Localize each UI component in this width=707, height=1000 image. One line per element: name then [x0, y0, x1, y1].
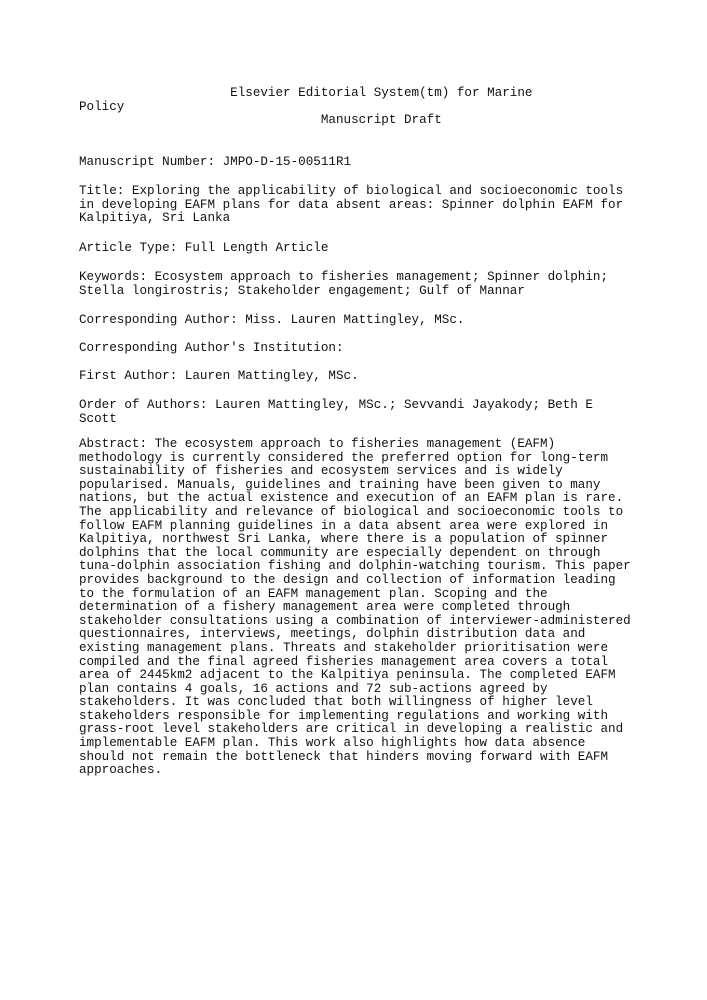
header-journal-line: Policy	[79, 99, 125, 114]
manuscript-number: Manuscript Number: JMPO-D-15-00511R1	[79, 155, 352, 169]
header-system-line: Elsevier Editorial System(tm) for Marine	[79, 86, 533, 100]
manuscript-title: Title: Exploring the applicability of biological and socioeconomic tools in developing EAFM plans for data absent areas: Spinner dolphin EAFM for Kalpitiya, Sri Lanka	[79, 184, 624, 226]
header-draft-line: Manuscript Draft	[79, 113, 442, 128]
manuscript-header	[79, 87, 532, 128]
abstract: Abstract: The ecosystem approach to fisheries management (EAFM) methodology is currently considered the preferred option for long-term sustainability of fisheries and ecosystem services and is widely popularised. Manuals, guidelines and training have been given to many nations, but the actual existence and execution of an EAFM plan is rare. The applicability and relevance of biological and socioeconomic tools to follow EAFM planning guidelines in a data absent area were explored in Kalpitiya, northwest Sri Lanka, where there is a population of spinner dolphins that the local community are especially dependent on through tuna-dolphin association fishing and dolphin-watching tourism. This paper provides background to the design and collection of information leading to the formulation of an EAFM management plan. Scoping and the determination of a fishery management area were completed through stakeholder consultations using a combination of interviewer-administered questionnaires, interviews, meetings, dolphin distribution data and existing management plans. Threats and stakeholder prioritisation were compiled and the final agreed fisheries management area covers a total area of 2445km2 adjacent to the Kalpitiya peninsula. The completed EAFM plan contains 4 goals, 16 actions and 72 sub-actions agreed by stakeholders. It was concluded that both willingness of higher level stakeholders responsible for implementing regulations and working with grass-root level stakeholders are critical in developing a realistic and implementable EAFM plan. This work also highlights how data absence should not remain the bottleneck that hinders moving forward with EAFM approaches.	[79, 437, 631, 778]
keywords: Keywords: Ecosystem approach to fisheries management; Spinner dolphin; Stella longirostris; Stakeholder engagement; Gulf of Mannar	[79, 270, 609, 298]
article-type: Article Type: Full Length Article	[79, 241, 329, 255]
order-of-authors: Order of Authors: Lauren Mattingley, MSc.; Sevvandi Jayakody; Beth E Scott	[79, 398, 593, 426]
corresponding-author: Corresponding Author: Miss. Lauren Mattingley, MSc.	[79, 313, 465, 327]
corresponding-institution: Corresponding Author's Institution:	[79, 341, 344, 355]
first-author: First Author: Lauren Mattingley, MSc.	[79, 369, 359, 383]
